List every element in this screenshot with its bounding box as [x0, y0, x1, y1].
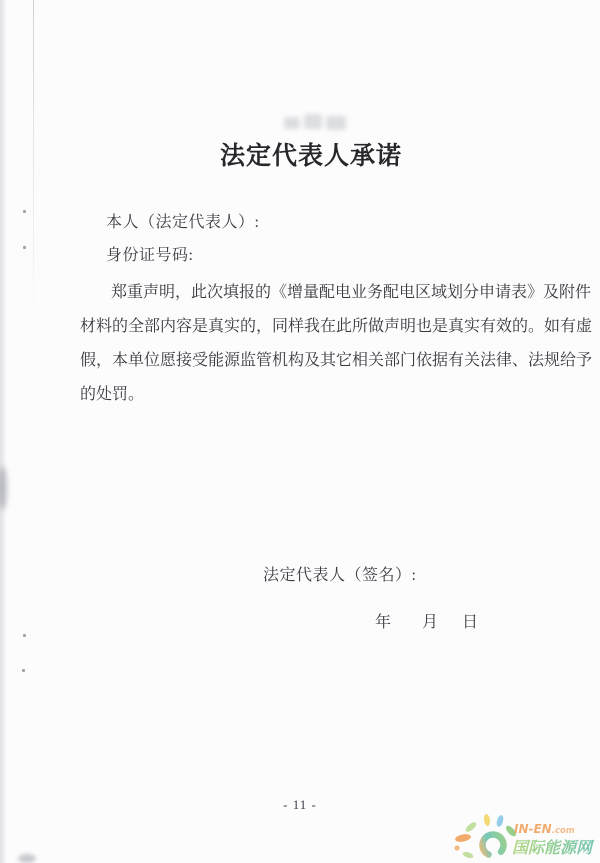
flower-icon — [454, 814, 517, 860]
statement-line: 的处罚。 — [80, 386, 145, 403]
date-month-label: 月 — [422, 614, 439, 631]
legal-representative-field: 本人（法定代表人）: — [106, 214, 260, 231]
date-day-label: 日 — [462, 614, 479, 631]
scan-smudge — [18, 854, 36, 863]
scan-speckle — [23, 246, 26, 249]
commitment-statement — [80, 276, 593, 412]
date-line — [375, 609, 478, 632]
statement-line: 假，本单位愿接受能源监管机构及其它相关部门依据有关法律、法规给予 — [80, 352, 593, 369]
site-url-tld: .com — [551, 826, 575, 836]
scan-edge-shadow — [0, 0, 7, 863]
statement-line: 材料的全部内容是真实的，同样我在此所做声明也是真实有效的。如有虚 — [80, 318, 593, 335]
bleed-through-artifact — [282, 111, 352, 135]
date-year-label: 年 — [375, 614, 392, 631]
document-title: 法定代表人承诺 — [219, 142, 402, 170]
in-en-watermark-logo — [448, 811, 600, 863]
scan-speckle — [22, 669, 25, 672]
statement-line: 郑重声明，此次填报的《增量配电业务配电区域划分申请表》及附件 — [111, 284, 592, 301]
signature-label: 法定代表人（签名）: — [263, 567, 417, 584]
site-name-text: 国际能源网 — [512, 838, 593, 857]
scan-smudge — [0, 466, 7, 510]
id-number-field: 身份证号码: — [106, 247, 194, 264]
site-url-main: IN-EN — [514, 822, 552, 836]
scan-speckle — [23, 210, 26, 213]
scan-speckle — [23, 634, 26, 637]
page-number: - 11 - — [283, 797, 317, 812]
site-url-text — [514, 822, 575, 836]
